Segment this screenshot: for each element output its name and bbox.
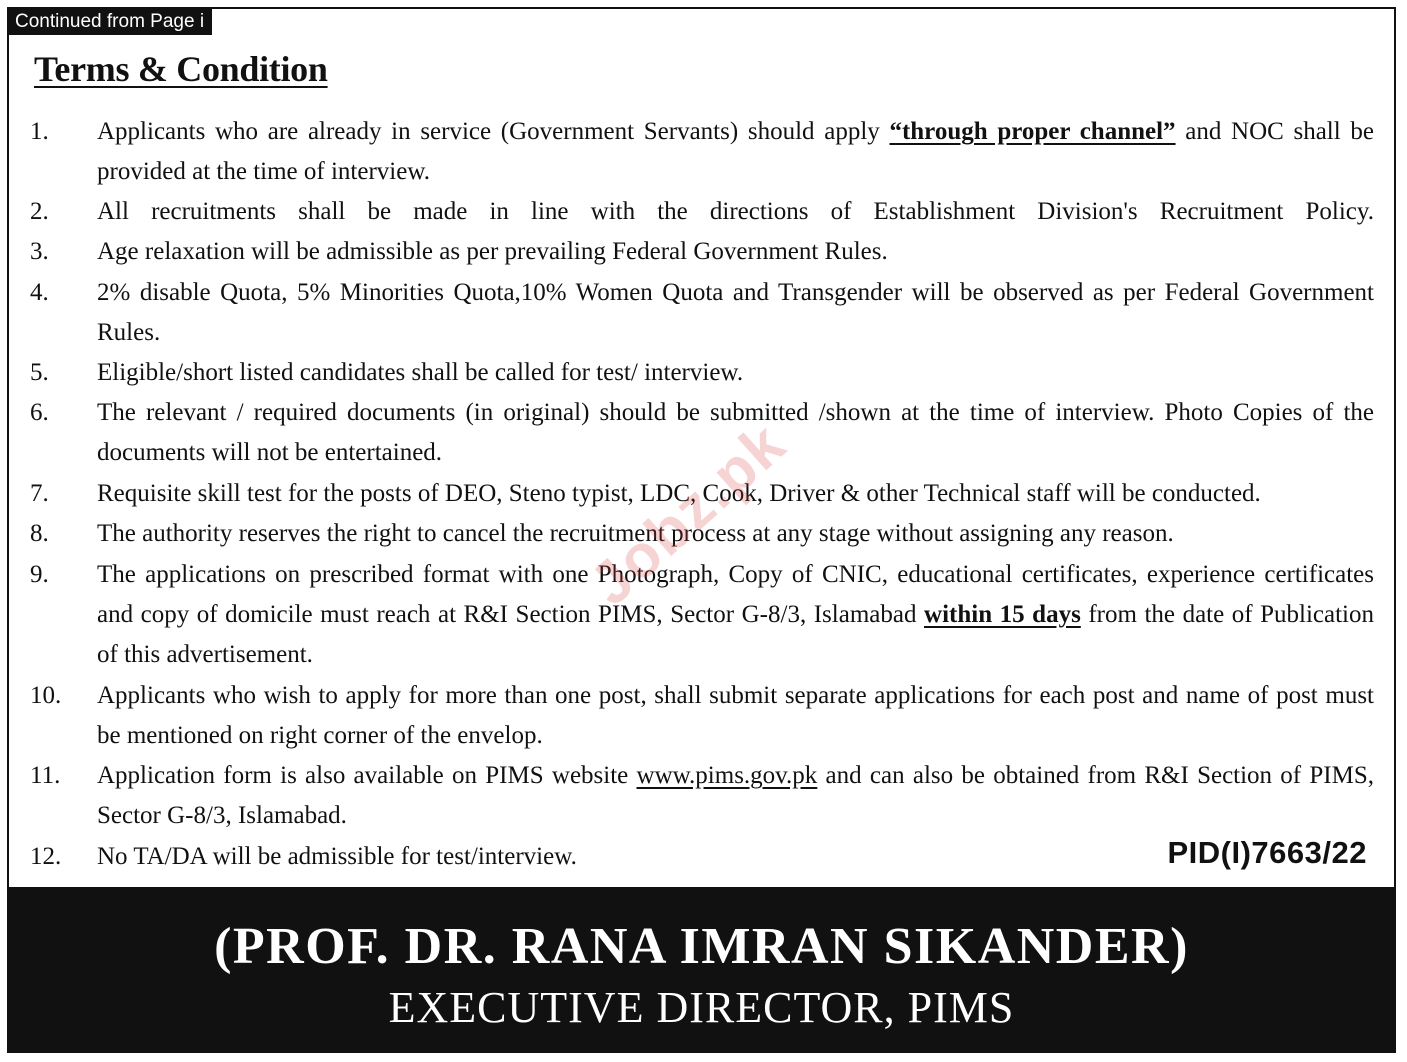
emphasis-text: “through proper channel” bbox=[889, 118, 1176, 145]
item-number: 4. bbox=[30, 279, 49, 306]
item-number: 10. bbox=[30, 682, 62, 709]
item-number: 6. bbox=[30, 399, 49, 426]
item-text: The authority reserves the right to cancel the recruitment process at any stage without assigning any reason. bbox=[97, 520, 1174, 547]
signature-banner bbox=[9, 887, 1394, 1053]
item-text: Applicants who are already in service (Government Servants) should apply “through proper channel” and NOC shall be provided at the time of interview. bbox=[97, 118, 1374, 185]
item-text: All recruitments shall be made in line with the directions of Establishment Division's Recruitment Policy. bbox=[97, 198, 1374, 225]
item-number: 12. bbox=[30, 843, 62, 870]
item-number: 2. bbox=[30, 198, 49, 225]
signer-name: (PROF. DR. RANA IMRAN SIKANDER) bbox=[214, 918, 1189, 975]
item-text: Age relaxation will be admissible as per prevailing Federal Government Rules. bbox=[97, 238, 888, 265]
continued-label: Continued from Page i bbox=[9, 9, 212, 35]
item-number: 1. bbox=[30, 118, 49, 145]
item-text: Applicants who wish to apply for more than one post, shall submit separate applications for each post and name of post must be mentioned on right corner of the envelop. bbox=[97, 682, 1374, 749]
website-link[interactable]: www.pims.gov.pk bbox=[636, 762, 818, 789]
item-text: The applications on prescribed format with one Photograph, Copy of CNIC, educational certificates, experience certificates and copy of domicile must reach at R&I Section PIMS, Sector G-8/3, Islamabad within 15 days from the date of Publication of this advertisement. bbox=[97, 561, 1374, 668]
item-text: Application form is also available on PIMS website www.pims.gov.pk and can also be obtained from R&I Section of PIMS, Sector G-8/3, Islamabad. bbox=[97, 762, 1374, 829]
item-number: 9. bbox=[30, 561, 49, 588]
item-text: The relevant / required documents (in original) should be submitted /shown at the time of interview. Photo Copies of the documents will not be entertained. bbox=[97, 399, 1374, 466]
watermark: Jobz.pk bbox=[577, 409, 799, 618]
item-number: 3. bbox=[30, 238, 49, 265]
item-text: No TA/DA will be admissible for test/interview. bbox=[97, 843, 577, 870]
advertisement-page bbox=[7, 7, 1396, 1053]
item-number: 8. bbox=[30, 520, 49, 547]
reference-number: PID(I)7663/22 bbox=[1167, 835, 1367, 870]
item-number: 7. bbox=[30, 480, 49, 507]
item-text: 2% disable Quota, 5% Minorities Quota,10% Women Quota and Transgender will be observed as per Federal Government Rules. bbox=[97, 279, 1374, 346]
signer-title: EXECUTIVE DIRECTOR, PIMS bbox=[388, 983, 1015, 1032]
item-text: Eligible/short listed candidates shall be called for test/ interview. bbox=[97, 359, 744, 386]
section-heading: Terms & Condition bbox=[34, 49, 328, 89]
emphasis-text: within 15 days bbox=[924, 601, 1081, 628]
item-number: 11. bbox=[30, 762, 61, 789]
item-number: 5. bbox=[30, 359, 49, 386]
item-text: Requisite skill test for the posts of DEO, Steno typist, LDC, Cook, Driver & other Technical staff will be conducted. bbox=[97, 480, 1261, 507]
